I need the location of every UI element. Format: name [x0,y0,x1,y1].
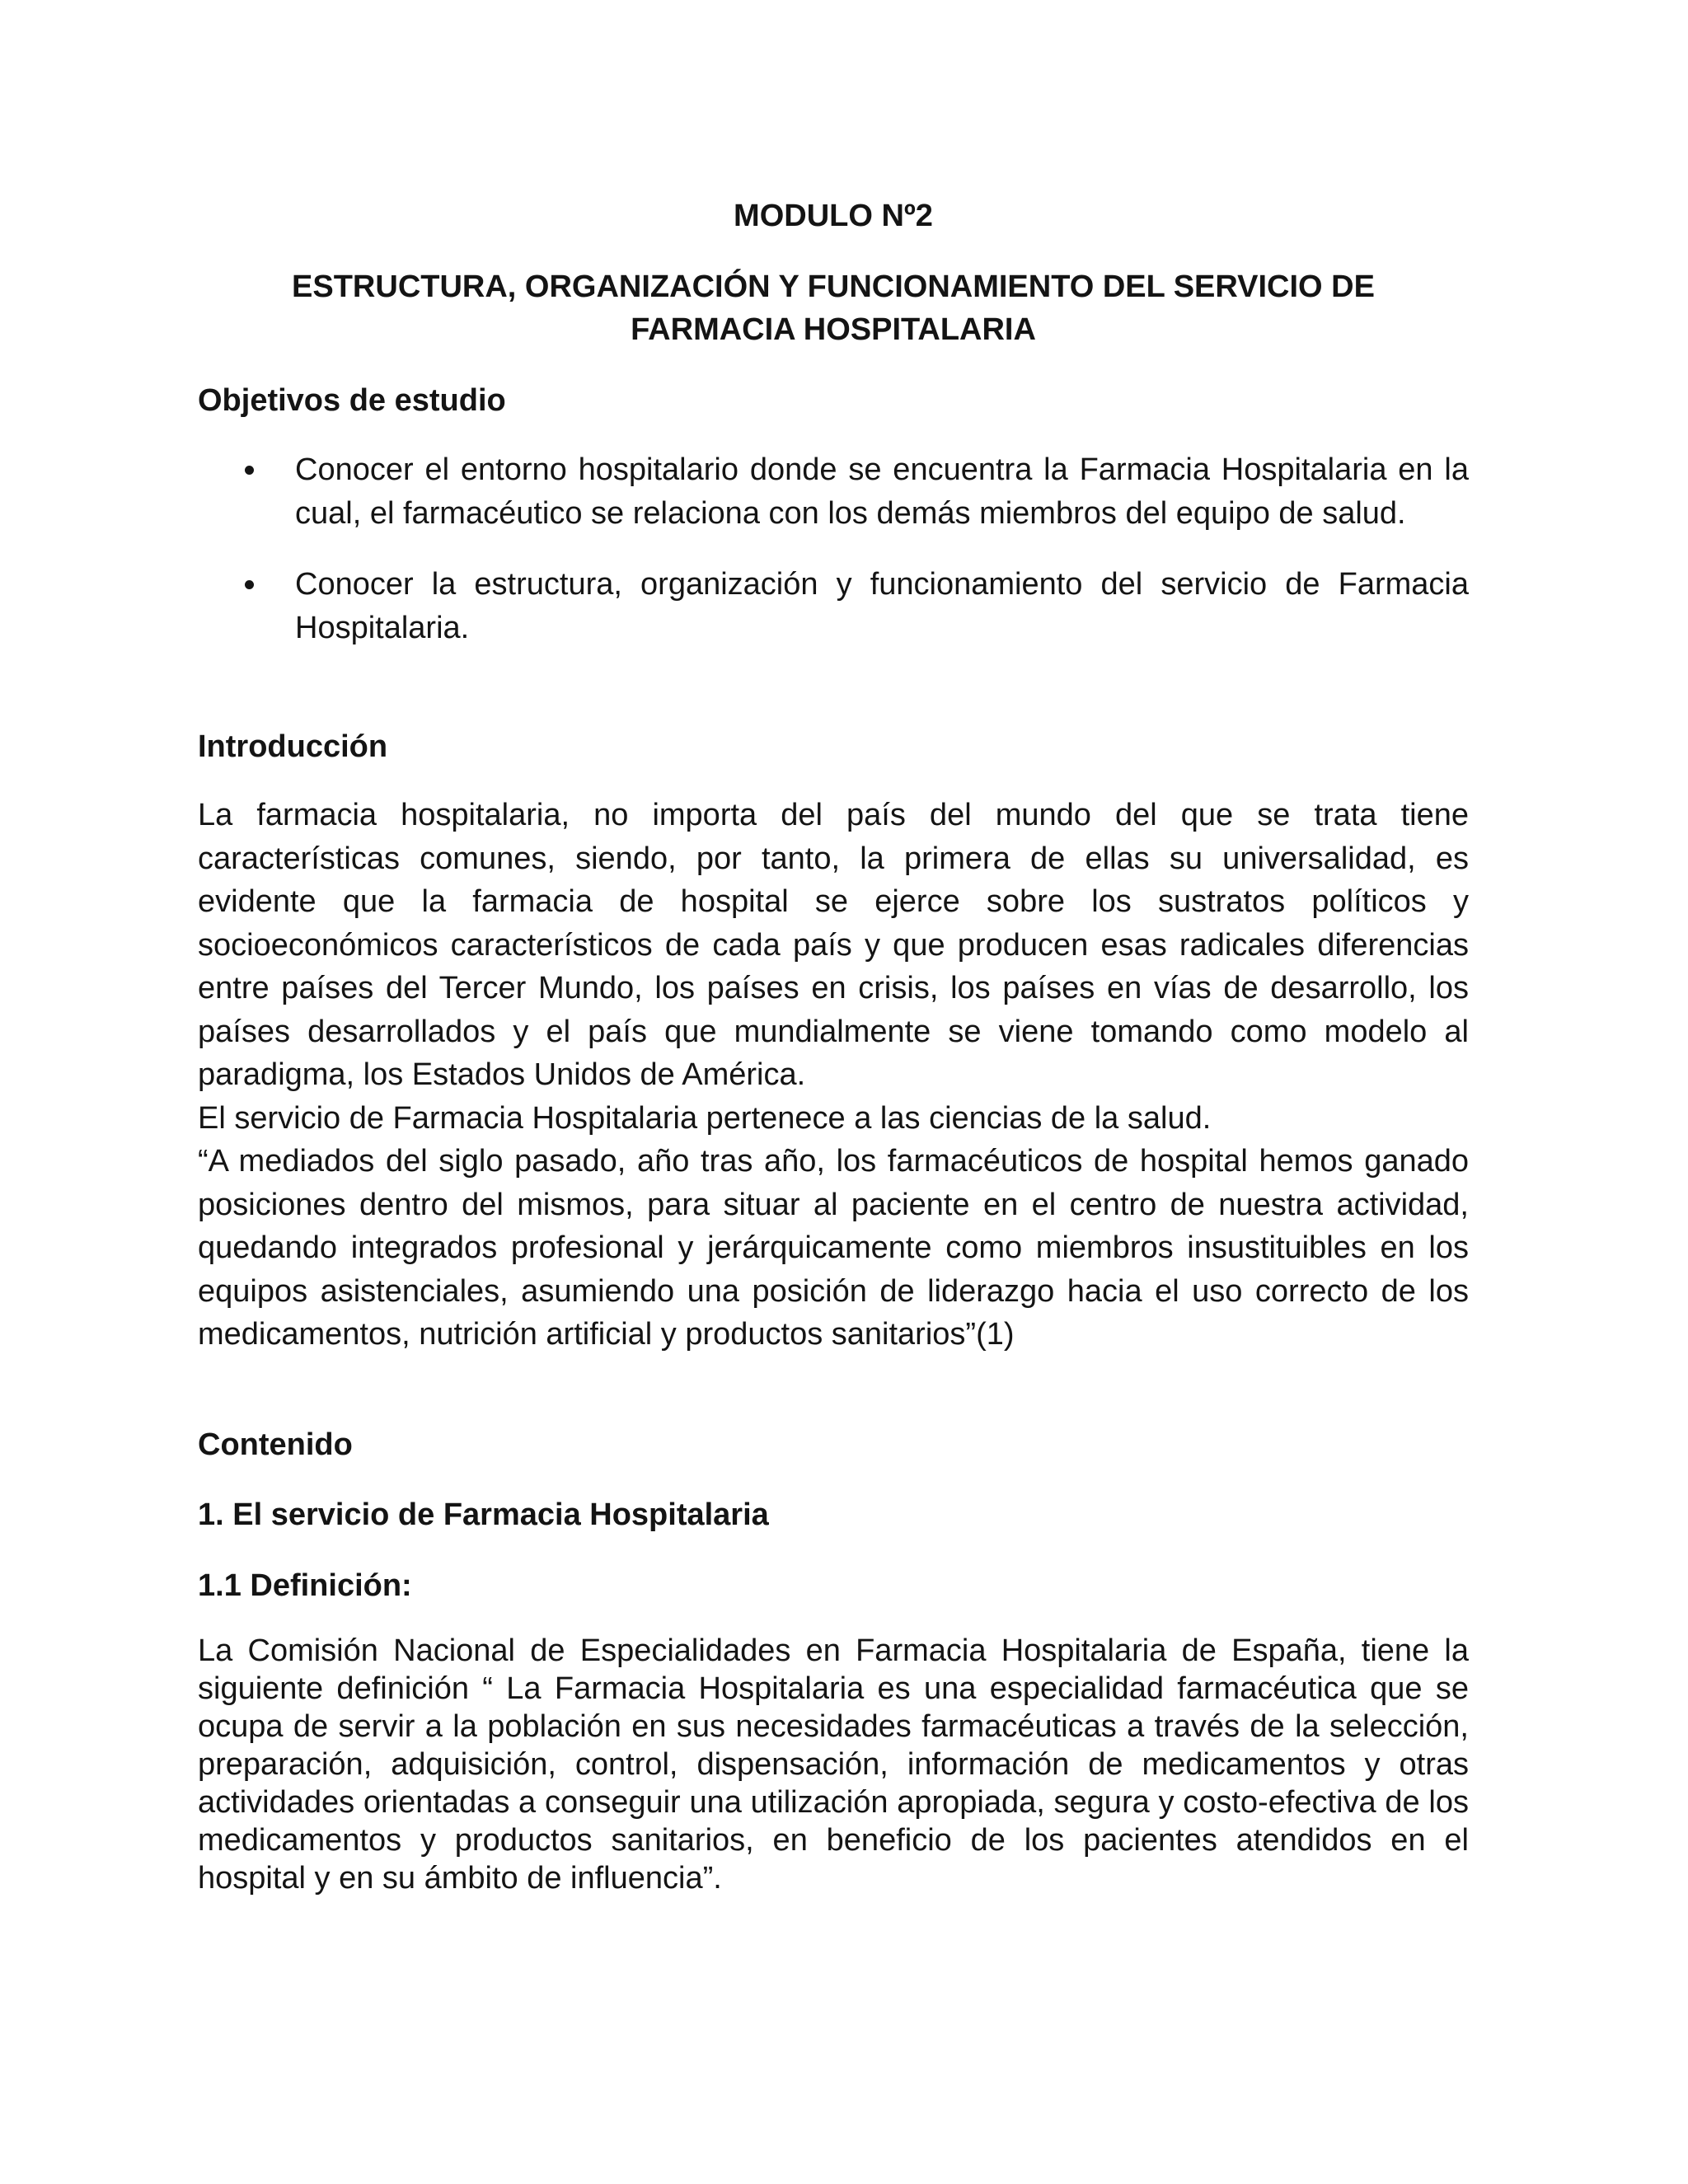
objectives-heading: Objetivos de estudio [198,383,506,418]
introduction-body [198,794,1469,1357]
objective-text: Conocer la estructura, organización y funcionamiento del servicio de Farmacia Hospitalaria. [295,567,1469,645]
introduction-paragraph-3: “A mediados del siglo pasado, año tras año, los farmacéuticos de hospital hemos ganado posiciones dentro del mismos, para situar al paciente en el centro de nuestra actividad, quedando integrados profesional y jerárquicamente como miembros insustituibles en los equipos asistenciales, asumiendo una posición de liderazgo hacia el uso correcto de los medicamentos, nutrición artificial y productos sanitarios”(1) [198,1144,1469,1352]
objective-text: Conocer el entorno hospitalario donde se encuentra la Farmacia Hospitalaria en la cual, el farmacéutico se relaciona con los demás miembros del equipo de salud. [295,452,1469,531]
objective-item [198,448,1469,535]
definition-body [198,1632,1469,1897]
introduction-heading: Introducción [198,729,388,764]
module-title: MODULO Nº2 [734,199,933,233]
definition-paragraph: La Comisión Nacional de Especialidades en Farmacia Hospitalaria de España, tiene la siguiente definición “ La Farmacia Hospitalaria es una especialidad farmacéutica que se ocupa de servir a la población en sus necesidades farmacéuticas a través de la selección, preparación, adquisición, control, dispensación, información de medicamentos y otras actividades orientadas a conseguir una utilización apropiada, segura y costo-efectiva de los medicamentos y productos sanitarios, en beneficio de los pacientes atendidos en el hospital y en su ámbito de influencia”. [198,1633,1469,1896]
section-1-heading: 1. El servicio de Farmacia Hospitalaria [198,1497,769,1532]
section-1-1-heading: 1.1 Definición: [198,1568,412,1603]
content-heading: Contenido [198,1427,353,1462]
main-title-line-1: ESTRUCTURA, ORGANIZACIÓN Y FUNCIONAMIENTO DEL SERVICIO DE [292,269,1375,304]
objectives-list [198,448,1469,649]
bullet-icon [245,466,254,475]
main-title-line-2: FARMACIA HOSPITALARIA [631,312,1036,347]
bullet-icon [245,580,254,589]
introduction-paragraph-2: El servicio de Farmacia Hospitalaria pertenece a las ciencias de la salud. [198,1100,1212,1136]
introduction-paragraph-1: La farmacia hospitalaria, no importa del país del mundo del que se trata tiene características comunes, siendo, por tanto, la primera de ellas su universalidad, es evidente que la farmacia de hospital se ejerce sobre los sustratos políticos y socioeconómicos característicos de cada país y que producen esas radicales diferencias entre países del Tercer Mundo, los países en crisis, los países en vías de desarrollo, los países desarrollados y el país que mundialmente se viene tomando como modelo al paradigma, los Estados Unidos de América. [198,798,1469,1092]
objective-item [198,563,1469,649]
main-title [198,265,1469,351]
